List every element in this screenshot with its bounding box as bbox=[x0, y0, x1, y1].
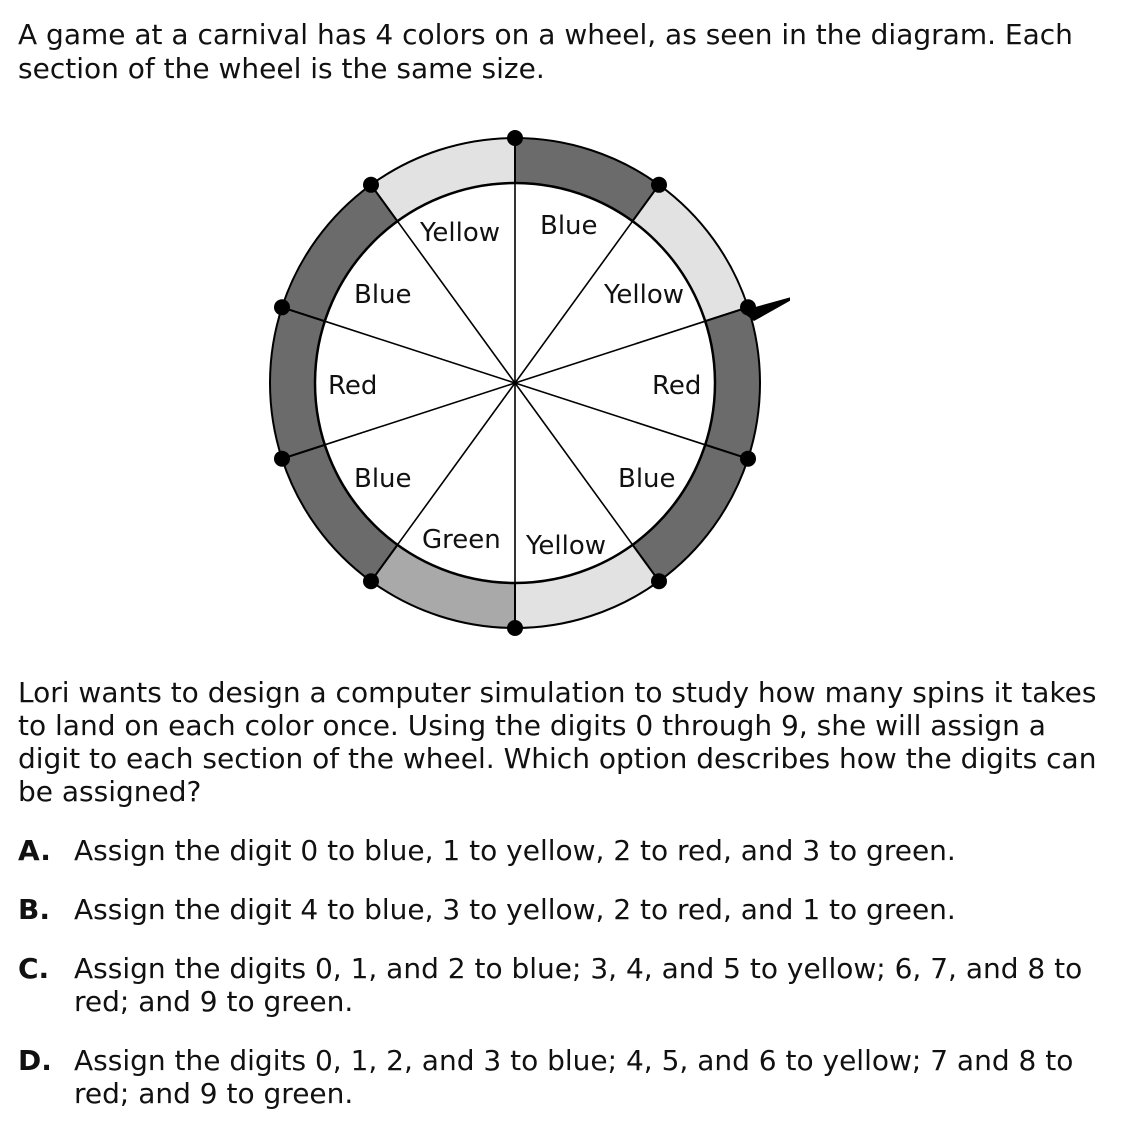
section-label: Green bbox=[422, 525, 501, 555]
answer-options bbox=[18, 834, 1113, 1136]
wheel-svg bbox=[250, 118, 790, 648]
intro-text: A game at a carnival has 4 colors on a wheel, as seen in the diagram. Each section of the wheel is the same size. bbox=[18, 18, 1073, 85]
option-letter: D. bbox=[18, 1044, 52, 1077]
section-label: Red bbox=[328, 371, 378, 401]
answer-option-d[interactable] bbox=[18, 1044, 1113, 1110]
section-label: Yellow bbox=[526, 531, 607, 561]
option-letter: A. bbox=[18, 834, 51, 867]
rim-peg-dot bbox=[363, 177, 379, 193]
option-text: Assign the digit 4 to blue, 3 to yellow, 2 to red, and 1 to green. bbox=[74, 893, 956, 926]
section-label: Blue bbox=[618, 464, 676, 494]
answer-option-c[interactable] bbox=[18, 952, 1113, 1018]
section-label: Blue bbox=[540, 211, 598, 241]
rim-peg-dot bbox=[740, 451, 756, 467]
section-label: Red bbox=[652, 371, 702, 401]
rim-peg-dot bbox=[274, 451, 290, 467]
option-letter: C. bbox=[18, 952, 50, 985]
question-text: Lori wants to design a computer simulation to study how many spins it takes to land on each color once. Using the digits 0 through 9, she will assign a digit to each section of the wheel. Which option describes how the digits can be assigned? bbox=[18, 676, 1097, 808]
option-text: Assign the digits 0, 1, 2, and 3 to blue; 4, 5, and 6 to yellow; 7 and 8 to red; and 9 to green. bbox=[74, 1044, 1074, 1110]
spinner-wheel-diagram bbox=[250, 118, 790, 648]
section-label: Blue bbox=[354, 280, 412, 310]
rim-peg-dot bbox=[507, 130, 523, 146]
section-label: Blue bbox=[354, 464, 412, 494]
option-letter: B. bbox=[18, 893, 50, 926]
option-text: Assign the digits 0, 1, and 2 to blue; 3, 4, and 5 to yellow; 6, 7, and 8 to red; and 9 to green. bbox=[74, 952, 1083, 1018]
rim-peg-dot bbox=[363, 573, 379, 589]
rim-peg-dot bbox=[651, 177, 667, 193]
section-label: Yellow bbox=[420, 218, 501, 248]
rim-peg-dot bbox=[651, 573, 667, 589]
answer-option-b[interactable] bbox=[18, 893, 1113, 926]
option-text: Assign the digit 0 to blue, 1 to yellow, 2 to red, and 3 to green. bbox=[74, 834, 956, 867]
section-label: Yellow bbox=[604, 280, 685, 310]
answer-option-a[interactable] bbox=[18, 834, 1113, 867]
rim-peg-dot bbox=[274, 299, 290, 315]
rim-peg-dot bbox=[507, 620, 523, 636]
